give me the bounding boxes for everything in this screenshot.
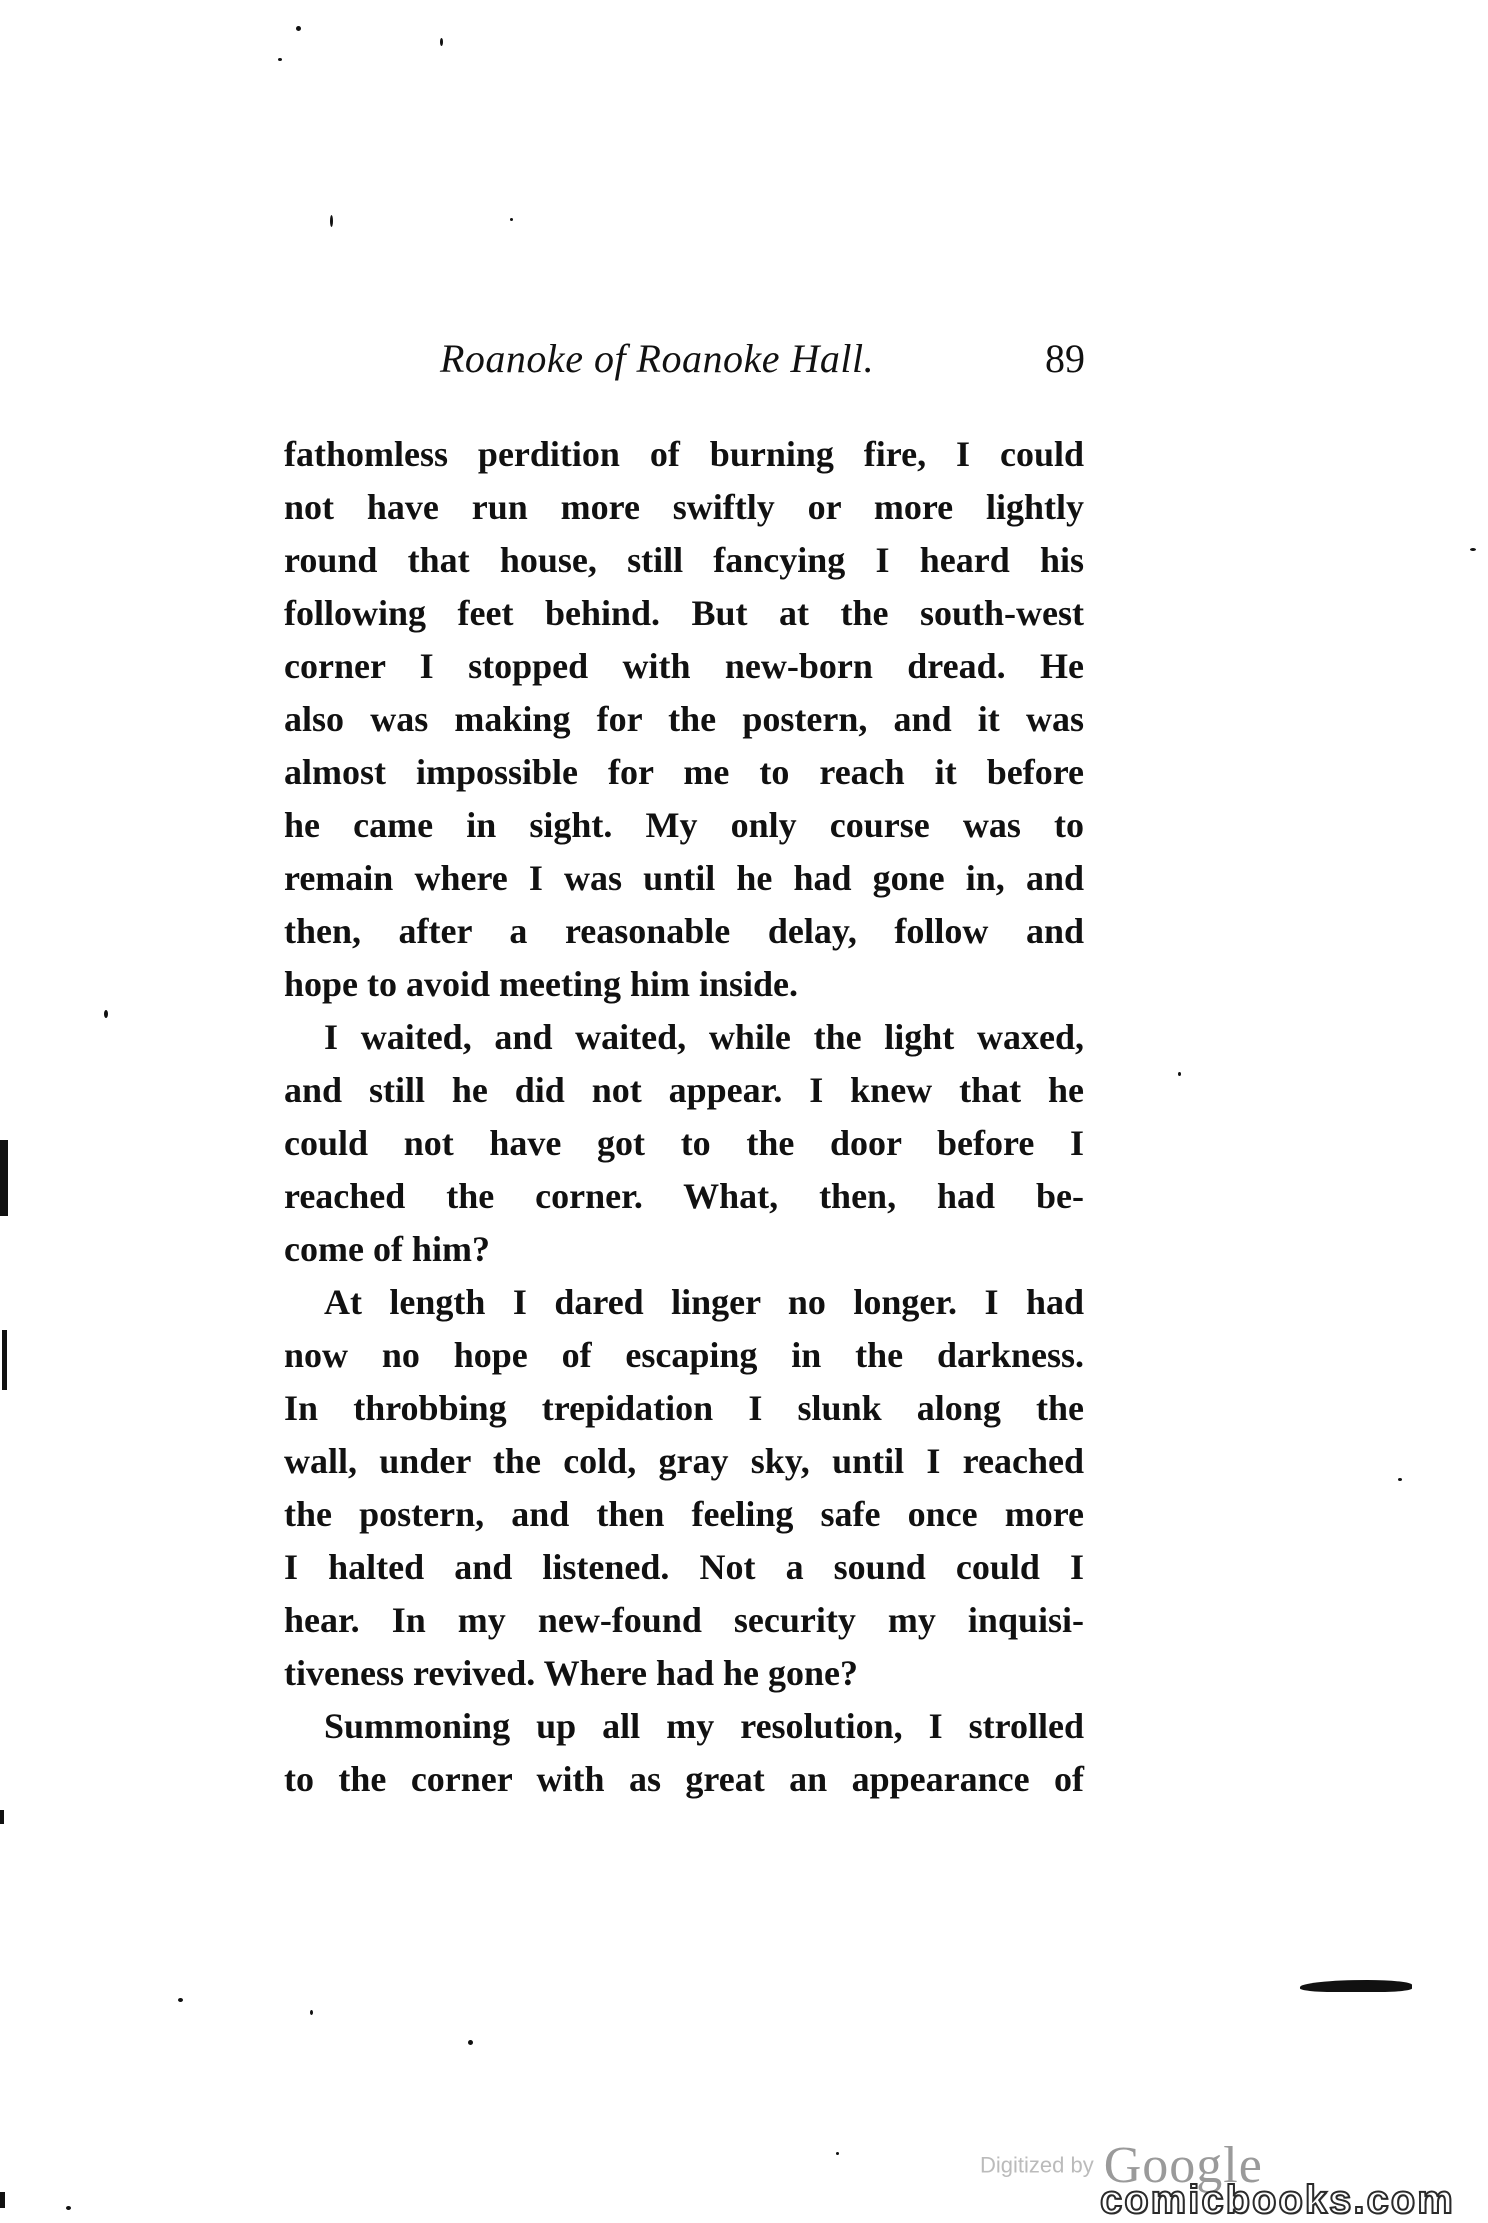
text-line: remain where I was until he had gone in, and bbox=[284, 858, 1084, 898]
text-line: following feet behind. But at the south-west bbox=[284, 593, 1084, 633]
ink-smudge bbox=[1300, 1980, 1412, 1992]
text-line: I halted and listened. Not a sound could I bbox=[284, 1547, 1084, 1587]
edge-mark bbox=[0, 1810, 4, 1824]
text-line: fathomless perdition of burning fire, I could bbox=[284, 434, 1084, 474]
running-header bbox=[440, 335, 1085, 395]
text-line: I waited, and waited, while the light waxed, bbox=[324, 1017, 1084, 1057]
scan-speck bbox=[278, 58, 282, 61]
text-line: now no hope of escaping in the darkness. bbox=[284, 1335, 1084, 1375]
scan-speck bbox=[468, 2040, 473, 2045]
scan-speck bbox=[104, 1010, 108, 1018]
scan-speck bbox=[836, 2152, 839, 2155]
text-line: In throbbing trepidation I slunk along the bbox=[284, 1388, 1084, 1428]
text-line: tiveness revived. Where had he gone? bbox=[284, 1653, 858, 1693]
scan-speck bbox=[66, 2206, 71, 2210]
scan-speck bbox=[1470, 548, 1476, 551]
text-line: also was making for the postern, and it was bbox=[284, 699, 1084, 739]
text-line: hear. In my new-found security my inquisi- bbox=[284, 1600, 1084, 1640]
text-line: corner I stopped with new-born dread. He bbox=[284, 646, 1084, 686]
text-line: come of him? bbox=[284, 1229, 490, 1269]
scan-speck bbox=[510, 218, 513, 221]
text-line: to the corner with as great an appearance of bbox=[284, 1759, 1084, 1799]
page-number: 89 bbox=[1045, 336, 1085, 381]
text-line: almost impossible for me to reach it before bbox=[284, 752, 1084, 792]
edge-mark bbox=[0, 1140, 8, 1216]
scan-speck bbox=[178, 1998, 183, 2002]
scan-speck bbox=[330, 215, 333, 227]
text-line: not have run more swiftly or more lightly bbox=[284, 487, 1084, 527]
scan-speck bbox=[310, 2010, 313, 2015]
text-line: he came in sight. My only course was to bbox=[284, 805, 1084, 845]
edge-mark bbox=[2, 1330, 7, 1390]
scan-speck bbox=[1178, 1072, 1181, 1076]
digitized-by-text: Digitized by bbox=[980, 2152, 1094, 2178]
body-text bbox=[284, 428, 1084, 1806]
text-line: could not have got to the door before I bbox=[284, 1123, 1084, 1163]
text-line: reached the corner. What, then, had be- bbox=[284, 1176, 1084, 1216]
scan-speck bbox=[1398, 1478, 1402, 1481]
text-line: hope to avoid meeting him inside. bbox=[284, 964, 799, 1004]
edge-mark bbox=[0, 2192, 5, 2208]
text-line: and still he did not appear. I knew that he bbox=[284, 1070, 1084, 1110]
text-line: the postern, and then feeling safe once more bbox=[284, 1494, 1084, 1534]
text-line: round that house, still fancying I heard his bbox=[284, 540, 1084, 580]
text-line: Summoning up all my resolution, I strolled bbox=[324, 1706, 1084, 1746]
text-line: At length I dared linger no longer. I had bbox=[324, 1282, 1084, 1322]
scan-speck bbox=[440, 38, 443, 46]
text-line: then, after a reasonable delay, follow and bbox=[284, 911, 1084, 951]
text-line: wall, under the cold, gray sky, until I reached bbox=[284, 1441, 1084, 1481]
running-title: Roanoke of Roanoke Hall. bbox=[440, 336, 875, 381]
google-logo: Google bbox=[1103, 2137, 1263, 2194]
site-watermark: comicbooks.com bbox=[1100, 2178, 1455, 2222]
scan-speck bbox=[296, 26, 301, 31]
